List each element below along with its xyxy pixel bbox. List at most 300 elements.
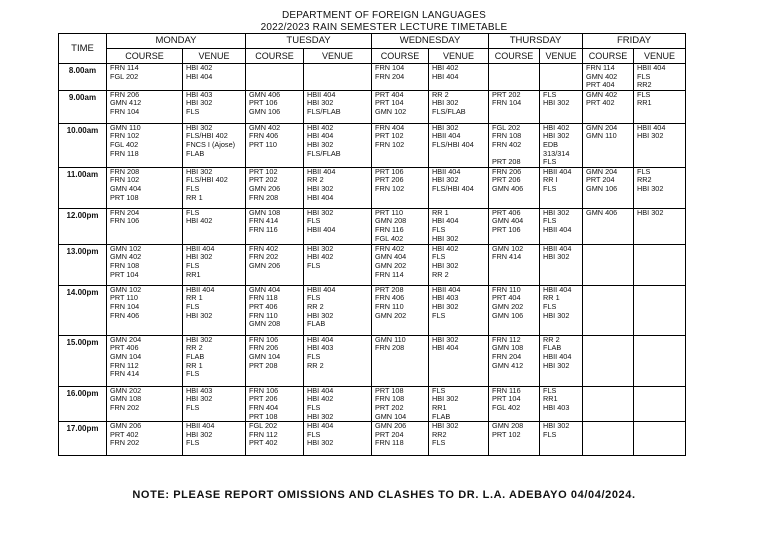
venue-cell bbox=[634, 335, 686, 386]
cell-line: HBI 302 bbox=[186, 123, 213, 132]
day-header-row bbox=[59, 34, 686, 49]
cell-line: RR 2 bbox=[307, 175, 324, 185]
cell-line: PRT 206 bbox=[375, 175, 404, 185]
cell-line: HBI 402 bbox=[543, 123, 570, 132]
cell-line: FRN 118 bbox=[110, 148, 139, 158]
cell-line: HBII 404 bbox=[432, 285, 461, 294]
cell-line: HBI 403 bbox=[543, 402, 570, 412]
cell-line: HBI 302 bbox=[307, 98, 334, 108]
cell-line: GMN 104 bbox=[110, 351, 142, 361]
cell-line: FLS bbox=[307, 293, 321, 303]
cell-line: PRT 104 bbox=[375, 98, 404, 108]
venue-cell bbox=[634, 64, 686, 91]
cell-line: HBI 404 bbox=[432, 343, 459, 353]
cell-line: FLS/HBI 404 bbox=[432, 139, 474, 149]
cell-line: FRN 110 bbox=[492, 285, 521, 294]
cell-line: HBI 404 bbox=[307, 386, 334, 395]
cell-line: GMN 102 bbox=[375, 106, 407, 116]
venue-cell bbox=[304, 285, 372, 335]
venue-cell bbox=[429, 244, 489, 285]
cell-line: PRT 404 bbox=[492, 293, 521, 303]
venue-cell bbox=[429, 123, 489, 167]
cell-line: FLS bbox=[543, 386, 557, 395]
venue-cell bbox=[540, 123, 583, 167]
course-header: COURSE bbox=[107, 49, 183, 64]
cell-line: FLS bbox=[307, 351, 321, 361]
cell-line: RR 2 bbox=[543, 335, 560, 344]
course-cell bbox=[583, 208, 634, 244]
cell-line: HBI 302 bbox=[432, 260, 459, 270]
course-cell bbox=[372, 386, 429, 421]
cell-line: FRN 406 bbox=[249, 131, 279, 141]
venue-cell bbox=[540, 208, 583, 244]
cell-line: HBII 404 bbox=[186, 244, 215, 253]
cell-line: GMN 202 bbox=[375, 260, 407, 270]
venue-cell bbox=[183, 422, 246, 456]
course-cell bbox=[246, 90, 304, 123]
cell-line: PRT 108 bbox=[110, 192, 139, 202]
cell-line: FRN 406 bbox=[375, 293, 405, 303]
day-header-wednesday: WEDNESDAY bbox=[372, 34, 489, 49]
cell-line: FLS bbox=[543, 90, 557, 99]
cell-line bbox=[543, 64, 579, 73]
cell-line bbox=[249, 64, 300, 73]
cell-line: RR1 bbox=[543, 394, 558, 404]
cell-line: FRN 402 bbox=[375, 244, 405, 253]
course-cell bbox=[246, 123, 304, 167]
timetable-title: 2022/2023 RAIN SEMESTER LECTURE TIMETABLE bbox=[260, 22, 508, 33]
cell-line: PRT 108 bbox=[249, 411, 278, 421]
cell-line: GMN 402 bbox=[586, 71, 618, 81]
cell-line: GMN 102 bbox=[492, 244, 524, 253]
cell-line: FGL 402 bbox=[110, 139, 139, 149]
cell-line: FRN 206 bbox=[249, 343, 279, 353]
cell-line: FRN 104 bbox=[492, 98, 522, 108]
cell-line: GMN 404 bbox=[249, 285, 281, 294]
course-cell bbox=[583, 123, 634, 167]
venue-cell bbox=[429, 422, 489, 456]
cell-line: RR 2 bbox=[432, 269, 449, 279]
cell-line: FRN 106 bbox=[110, 216, 140, 226]
cell-line: GMN 110 bbox=[110, 123, 141, 132]
venue-cell bbox=[183, 167, 246, 208]
venue-cell bbox=[540, 285, 583, 335]
cell-line: FLS bbox=[543, 301, 557, 311]
time-slot: 8.00am bbox=[59, 64, 107, 91]
cell-line: HBI 404 bbox=[432, 71, 459, 81]
cell-line: FRN 110 bbox=[375, 301, 404, 311]
cell-line: GMN 412 bbox=[110, 98, 142, 108]
cell-line: HBI 302 bbox=[307, 310, 334, 320]
time-slot: 17.00pm bbox=[59, 422, 107, 456]
cell-line: RR 1 bbox=[432, 208, 449, 217]
cell-line: PRT 202 bbox=[375, 402, 404, 412]
venue-cell bbox=[429, 208, 489, 244]
venue-cell bbox=[634, 90, 686, 123]
cell-line: GMN 208 bbox=[492, 421, 524, 431]
cell-line: HBI 302 bbox=[432, 98, 459, 108]
time-slot: 13.00pm bbox=[59, 244, 107, 285]
cell-line: HBI 302 bbox=[186, 252, 213, 262]
cell-line: GMN 202 bbox=[110, 386, 142, 395]
cell-line: FRN 108 bbox=[492, 131, 522, 141]
cell-line: HBI 302 bbox=[432, 301, 459, 311]
cell-line: HBI 403 bbox=[432, 293, 459, 303]
cell-line: HBII 404 bbox=[637, 123, 666, 132]
course-cell bbox=[107, 285, 183, 335]
venue-cell bbox=[540, 335, 583, 386]
cell-line: FRN 204 bbox=[375, 71, 405, 81]
cell-line bbox=[307, 64, 368, 73]
cell-line: PRT 204 bbox=[586, 175, 615, 185]
cell-line: HBI 404 bbox=[307, 192, 334, 202]
venue-cell bbox=[634, 167, 686, 208]
cell-line: RR 2 bbox=[307, 301, 324, 311]
cell-line: HBI 302 bbox=[307, 411, 334, 421]
cell-line: FRN 112 bbox=[249, 429, 278, 439]
cell-line: FRN 114 bbox=[586, 63, 615, 72]
course-cell bbox=[372, 208, 429, 244]
cell-line: GMN 412 bbox=[492, 360, 524, 370]
course-cell bbox=[489, 422, 540, 456]
cell-line: HBI 402 bbox=[307, 123, 334, 132]
course-cell bbox=[489, 244, 540, 285]
cell-line: FGL 202 bbox=[110, 71, 139, 81]
time-slot: 16.00pm bbox=[59, 386, 107, 421]
timetable-row bbox=[59, 208, 686, 244]
cell-line: RR 1 bbox=[543, 293, 560, 303]
cell-line: FLS bbox=[186, 260, 200, 270]
cell-line bbox=[637, 286, 682, 295]
course-cell bbox=[372, 285, 429, 335]
cell-line: RR2 bbox=[637, 175, 652, 185]
cell-line: FNCS I (Ajose) bbox=[186, 139, 236, 149]
cell-line: GMN 102 bbox=[110, 285, 142, 294]
cell-line: HBI 402 bbox=[186, 216, 213, 226]
timetable bbox=[58, 33, 686, 456]
venue-cell bbox=[634, 285, 686, 335]
cell-line: HBI 302 bbox=[543, 208, 570, 217]
time-header: TIME bbox=[59, 34, 107, 64]
course-cell bbox=[246, 386, 304, 421]
course-cell bbox=[246, 208, 304, 244]
cell-line: GMN 202 bbox=[375, 310, 407, 320]
department-title: DEPARTMENT OF FOREIGN LANGUAGES bbox=[281, 10, 486, 21]
cell-line: FLS bbox=[307, 402, 321, 412]
course-cell bbox=[107, 64, 183, 91]
cell-line: FRN 114 bbox=[375, 269, 404, 279]
cell-line: GMN 108 bbox=[249, 208, 281, 217]
course-cell bbox=[107, 123, 183, 167]
venue-cell bbox=[634, 244, 686, 285]
cell-line: FLAB bbox=[307, 319, 326, 329]
venue-cell bbox=[540, 386, 583, 421]
cell-line: HBII 404 bbox=[186, 421, 215, 431]
timetable-row bbox=[59, 386, 686, 421]
cell-line: HBII 404 bbox=[307, 224, 336, 234]
cell-line: GMN 104 bbox=[249, 351, 281, 361]
venue-header: VENUE bbox=[183, 49, 246, 64]
cell-line: HBI 302 bbox=[307, 438, 334, 448]
course-cell bbox=[489, 208, 540, 244]
venue-cell bbox=[429, 285, 489, 335]
cell-line: FRN 104 bbox=[375, 63, 405, 72]
cell-line: PRT 208 bbox=[375, 285, 404, 294]
course-header: COURSE bbox=[583, 49, 634, 64]
venue-cell bbox=[429, 167, 489, 208]
time-slot: 12.00pm bbox=[59, 208, 107, 244]
timetable-row bbox=[59, 285, 686, 335]
venue-cell bbox=[540, 244, 583, 285]
venue-cell bbox=[540, 64, 583, 91]
course-cell bbox=[107, 167, 183, 208]
course-cell bbox=[246, 422, 304, 456]
cell-line: RR1 bbox=[637, 98, 652, 108]
course-cell bbox=[107, 90, 183, 123]
cell-line: HBI 403 bbox=[307, 343, 334, 353]
cell-line: HBI 302 bbox=[432, 394, 459, 404]
cell-line: HBII 404 bbox=[186, 285, 215, 294]
course-header: COURSE bbox=[489, 49, 540, 64]
time-slot: 10.00am bbox=[59, 123, 107, 167]
cell-line: FRN 206 bbox=[492, 167, 522, 176]
cell-line bbox=[637, 387, 682, 396]
cell-line: FLS bbox=[186, 183, 200, 193]
cell-line: PRT 208 bbox=[492, 157, 521, 167]
cell-line: FLAB bbox=[543, 343, 562, 353]
day-header-tuesday: TUESDAY bbox=[246, 34, 372, 49]
cell-line bbox=[586, 245, 630, 254]
cell-line: HBII 404 bbox=[543, 167, 572, 176]
cell-line: HBI 302 bbox=[543, 252, 570, 262]
cell-line: HBI 302 bbox=[637, 183, 664, 193]
cell-line: HBI 302 bbox=[307, 183, 334, 193]
day-header-friday: FRIDAY bbox=[583, 34, 686, 49]
cell-line: GMN 406 bbox=[492, 183, 524, 193]
course-cell bbox=[372, 335, 429, 386]
cell-line: GMN 204 bbox=[586, 167, 618, 176]
cell-line: GMN 206 bbox=[249, 183, 281, 193]
cell-line: FLAB bbox=[186, 351, 205, 361]
course-cell bbox=[372, 90, 429, 123]
cell-line: FLS bbox=[637, 71, 651, 81]
course-header: COURSE bbox=[246, 49, 304, 64]
cell-line: FLS/FLAB bbox=[307, 148, 341, 158]
course-cell bbox=[583, 422, 634, 456]
cell-line: HBI 404 bbox=[186, 71, 213, 81]
cell-line: FRN 108 bbox=[375, 394, 405, 404]
cell-line: HBI 302 bbox=[432, 175, 459, 185]
cell-line: FRN 406 bbox=[110, 310, 140, 320]
footer-note: NOTE: PLEASE REPORT OMISSIONS AND CLASHES TO DR. L.A. ADEBAYO 04/04/2024. bbox=[132, 489, 636, 501]
cell-line: GMN 206 bbox=[375, 421, 407, 431]
cell-line: FRN 202 bbox=[110, 402, 140, 412]
cell-line: FLS bbox=[637, 167, 651, 176]
cell-line: HBI 302 bbox=[543, 421, 570, 431]
cell-line: FRN 102 bbox=[375, 139, 405, 149]
cell-line: PRT 110 bbox=[249, 139, 277, 149]
course-cell bbox=[246, 285, 304, 335]
course-cell bbox=[107, 244, 183, 285]
cell-line: FRN 204 bbox=[110, 208, 140, 217]
cell-line: HBI 402 bbox=[186, 63, 213, 72]
cell-line: GMN 106 bbox=[492, 310, 524, 320]
cell-line: FRN 202 bbox=[249, 252, 279, 262]
venue-cell bbox=[183, 90, 246, 123]
venue-header: VENUE bbox=[540, 49, 583, 64]
cell-line: FRN 116 bbox=[249, 224, 278, 234]
cell-line: GMN 406 bbox=[249, 90, 281, 99]
timetable-row bbox=[59, 90, 686, 123]
cell-line: PRT 102 bbox=[492, 429, 521, 439]
cell-line: GMN 206 bbox=[110, 421, 142, 431]
course-cell bbox=[583, 64, 634, 91]
cell-line: FLAB bbox=[432, 411, 451, 421]
course-cell bbox=[489, 64, 540, 91]
cell-line: FLS bbox=[307, 429, 321, 439]
cell-line: FRN 208 bbox=[375, 343, 405, 353]
cell-line: GMN 402 bbox=[586, 90, 618, 99]
cell-line: FRN 112 bbox=[110, 360, 139, 370]
cell-line: HBI 403 bbox=[186, 90, 213, 99]
cell-line: PRT 202 bbox=[249, 175, 278, 185]
course-cell bbox=[372, 422, 429, 456]
cell-line: RR2 bbox=[432, 429, 447, 439]
cell-line: PRT 102 bbox=[249, 167, 278, 176]
cell-line: RR 1 bbox=[186, 293, 203, 303]
cell-line: FLS bbox=[543, 216, 557, 226]
cell-line bbox=[637, 245, 682, 254]
course-cell bbox=[489, 335, 540, 386]
cell-line: FLS/HBI 402 bbox=[186, 131, 228, 141]
cell-line: 313/314 bbox=[543, 148, 570, 158]
cell-line: PRT 406 bbox=[110, 343, 139, 353]
cell-line: FRN 104 bbox=[110, 106, 140, 116]
cell-line: GMN 110 bbox=[586, 131, 617, 141]
cell-line bbox=[586, 387, 630, 396]
day-header-thursday: THURSDAY bbox=[489, 34, 583, 49]
venue-cell bbox=[183, 386, 246, 421]
time-slot: 14.00pm bbox=[59, 285, 107, 335]
timetable-body bbox=[59, 64, 686, 456]
cell-line: FRN 404 bbox=[375, 123, 405, 132]
cell-line: FRN 110 bbox=[249, 310, 278, 320]
cell-line: HBII 404 bbox=[543, 224, 572, 234]
cell-line: HBI 302 bbox=[432, 421, 459, 431]
cell-line: HBI 302 bbox=[543, 360, 570, 370]
cell-line: HBII 404 bbox=[637, 63, 666, 72]
cell-line: GMN 404 bbox=[110, 183, 142, 193]
course-cell bbox=[107, 386, 183, 421]
cell-line: FLS bbox=[432, 438, 446, 448]
cell-line: FRN 102 bbox=[375, 183, 405, 193]
cell-line: HBI 402 bbox=[307, 394, 334, 404]
cell-line: RR 1 bbox=[186, 192, 203, 202]
cell-line: HBI 302 bbox=[186, 167, 213, 176]
cell-line: PRT 406 bbox=[249, 301, 278, 311]
course-cell bbox=[583, 167, 634, 208]
timetable-row bbox=[59, 335, 686, 386]
cell-line: HBI 403 bbox=[186, 386, 213, 395]
cell-line: PRT 402 bbox=[586, 98, 615, 108]
course-cell bbox=[107, 208, 183, 244]
venue-header: VENUE bbox=[429, 49, 489, 64]
cell-line: FLS bbox=[307, 216, 321, 226]
cell-line: FRN 118 bbox=[249, 293, 278, 303]
cell-line: FLS bbox=[186, 208, 200, 217]
cell-line: HBI 404 bbox=[307, 131, 334, 141]
cell-line: PRT 110 bbox=[375, 208, 404, 217]
venue-cell bbox=[183, 64, 246, 91]
cell-line: FGL 402 bbox=[375, 233, 404, 243]
cell-line: FRN 104 bbox=[110, 301, 140, 311]
course-cell bbox=[246, 335, 304, 386]
course-cell bbox=[583, 285, 634, 335]
cell-line: RR1 bbox=[186, 269, 201, 279]
venue-cell bbox=[540, 422, 583, 456]
venue-cell bbox=[183, 244, 246, 285]
cell-line: GMN 206 bbox=[249, 260, 281, 270]
cell-line: PRT 208 bbox=[249, 360, 278, 370]
venue-cell bbox=[540, 90, 583, 123]
cell-line: FLS bbox=[543, 183, 557, 193]
venue-cell bbox=[183, 335, 246, 386]
cell-line: RR 2 bbox=[432, 90, 449, 99]
course-header: COURSE bbox=[372, 49, 429, 64]
venue-cell bbox=[634, 422, 686, 456]
cell-line: FRN 402 bbox=[492, 139, 522, 149]
venue-cell bbox=[304, 64, 372, 91]
cell-line: HBII 404 bbox=[543, 285, 572, 294]
cell-line: HBI 302 bbox=[432, 233, 459, 243]
cell-line: HBI 302 bbox=[543, 310, 570, 320]
cell-line: HBI 302 bbox=[432, 335, 459, 344]
course-cell bbox=[246, 167, 304, 208]
cell-line: FRN 106 bbox=[249, 386, 279, 395]
cell-line: FRN 402 bbox=[249, 244, 279, 253]
cell-line: HBI 302 bbox=[543, 131, 570, 141]
cell-line: GMN 208 bbox=[249, 319, 281, 329]
time-slot: 11.00am bbox=[59, 167, 107, 208]
time-slot: 15.00pm bbox=[59, 335, 107, 386]
cell-line: PRT 108 bbox=[375, 386, 404, 395]
cell-line: FRN 108 bbox=[110, 260, 140, 270]
cell-line: FGL 202 bbox=[492, 123, 521, 132]
course-cell bbox=[372, 64, 429, 91]
cell-line: HBI 302 bbox=[637, 131, 664, 141]
cell-line: PRT 402 bbox=[110, 429, 139, 439]
cell-line: GMN 108 bbox=[110, 394, 142, 404]
cell-line: RR 2 bbox=[186, 343, 203, 353]
cell-line: GMN 104 bbox=[375, 411, 407, 421]
cell-line: FRN 114 bbox=[110, 63, 139, 72]
venue-cell bbox=[304, 90, 372, 123]
cell-line: RR2 bbox=[637, 80, 652, 90]
cell-line: FLAB bbox=[186, 148, 205, 158]
course-cell bbox=[246, 64, 304, 91]
cell-line: FRN 208 bbox=[110, 167, 140, 176]
time-slot: 9.00am bbox=[59, 90, 107, 123]
course-cell bbox=[583, 335, 634, 386]
cell-line: FRN 414 bbox=[110, 369, 140, 379]
cell-line: GMN 108 bbox=[492, 343, 524, 353]
cell-line: FRN 118 bbox=[375, 438, 404, 448]
cell-line: HBI 302 bbox=[543, 98, 570, 108]
cell-line: HBII 404 bbox=[432, 131, 461, 141]
course-cell bbox=[107, 335, 183, 386]
cell-line: RR I bbox=[543, 175, 558, 185]
cell-line: GMN 106 bbox=[249, 106, 281, 116]
